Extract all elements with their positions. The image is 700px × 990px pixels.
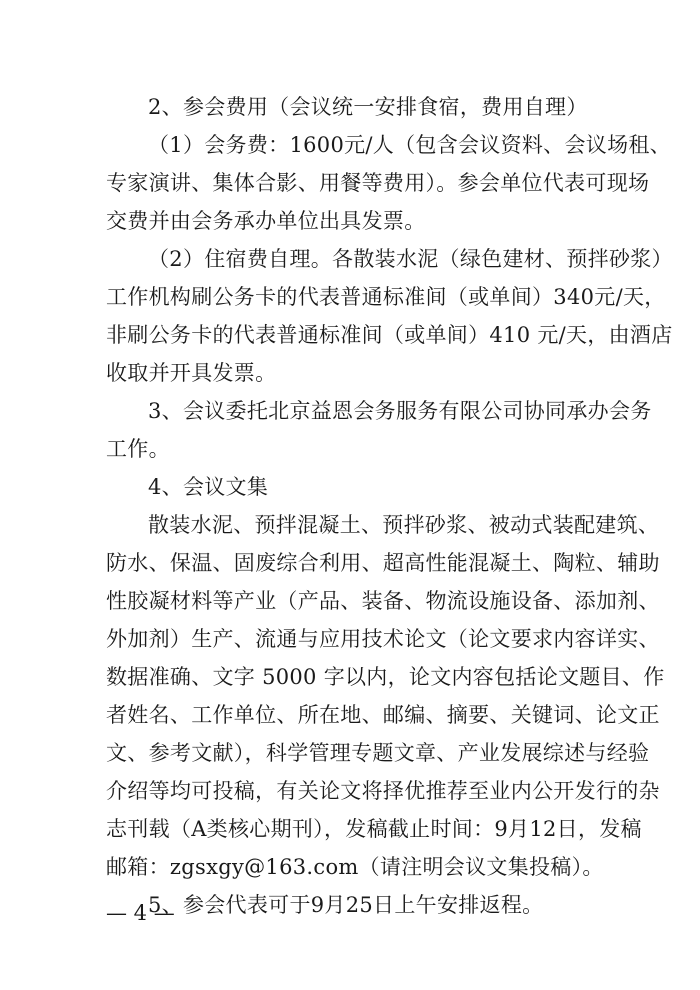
- text-line: 工作机构刷公务卡的代表普通标准间（或单间）340元/天，: [106, 285, 666, 309]
- text-line: 文、参考文献），科学管理专题文章、产业发展综述与经验: [106, 741, 650, 765]
- text-line: 交费并由会务承办单位出具发票。: [106, 209, 426, 233]
- text-line: 4、会议文集: [148, 475, 269, 499]
- text-line: 非刷公务卡的代表普通标准间（或单间）410 元/天，由酒店: [106, 323, 673, 347]
- text-line: 介绍等均可投稿，有关论文将择优推荐至业内公开发行的杂: [106, 779, 660, 803]
- document-body: [106, 88, 673, 924]
- text-line: 防水、保温、固废综合利用、超高性能混凝土、陶粒、辅助: [106, 551, 660, 575]
- text-line: 外加剂）生产、流通与应用技术论文（论文要求内容详实、: [106, 627, 660, 651]
- text-line: 工作。: [106, 437, 170, 461]
- text-line: 专家演讲、集体合影、用餐等费用）。参会单位代表可现场: [106, 171, 650, 195]
- text-line: 收取并开具发票。: [106, 361, 277, 385]
- text-line: 3、会议委托北京益恩会务服务有限公司协同承办会务: [148, 399, 652, 423]
- text-line: 散装水泥、预拌混凝土、预拌砂浆、被动式装配建筑、: [148, 513, 660, 537]
- text-line: 数据准确、文字 5000 字以内，论文内容包括论文题目、作: [106, 665, 665, 689]
- page-number: — 4 —: [106, 901, 175, 925]
- text-line: 者姓名、工作单位、所在地、邮编、摘要、关键词、论文正: [106, 703, 660, 727]
- text-line: （2）住宿费自理。各散装水泥（绿色建材、预拌砂浆）: [148, 247, 673, 271]
- text-line: 志刊载（A类核心期刊），发稿截止时间：9月12日，发稿: [106, 817, 642, 841]
- text-line: （1）会务费：1600元/人（包含会议资料、会议场租、: [148, 133, 671, 157]
- text-line: 5、参会代表可于9月25日上午安排返程。: [148, 893, 544, 917]
- text-line: 性胶凝材料等产业（产品、装备、物流设施设备、添加剂、: [106, 589, 660, 613]
- text-line: 邮箱：zgsxgy@163.com（请注明会议文集投稿）。: [106, 855, 604, 879]
- text-line: 2、参会费用（会议统一安排食宿，费用自理）: [148, 95, 588, 119]
